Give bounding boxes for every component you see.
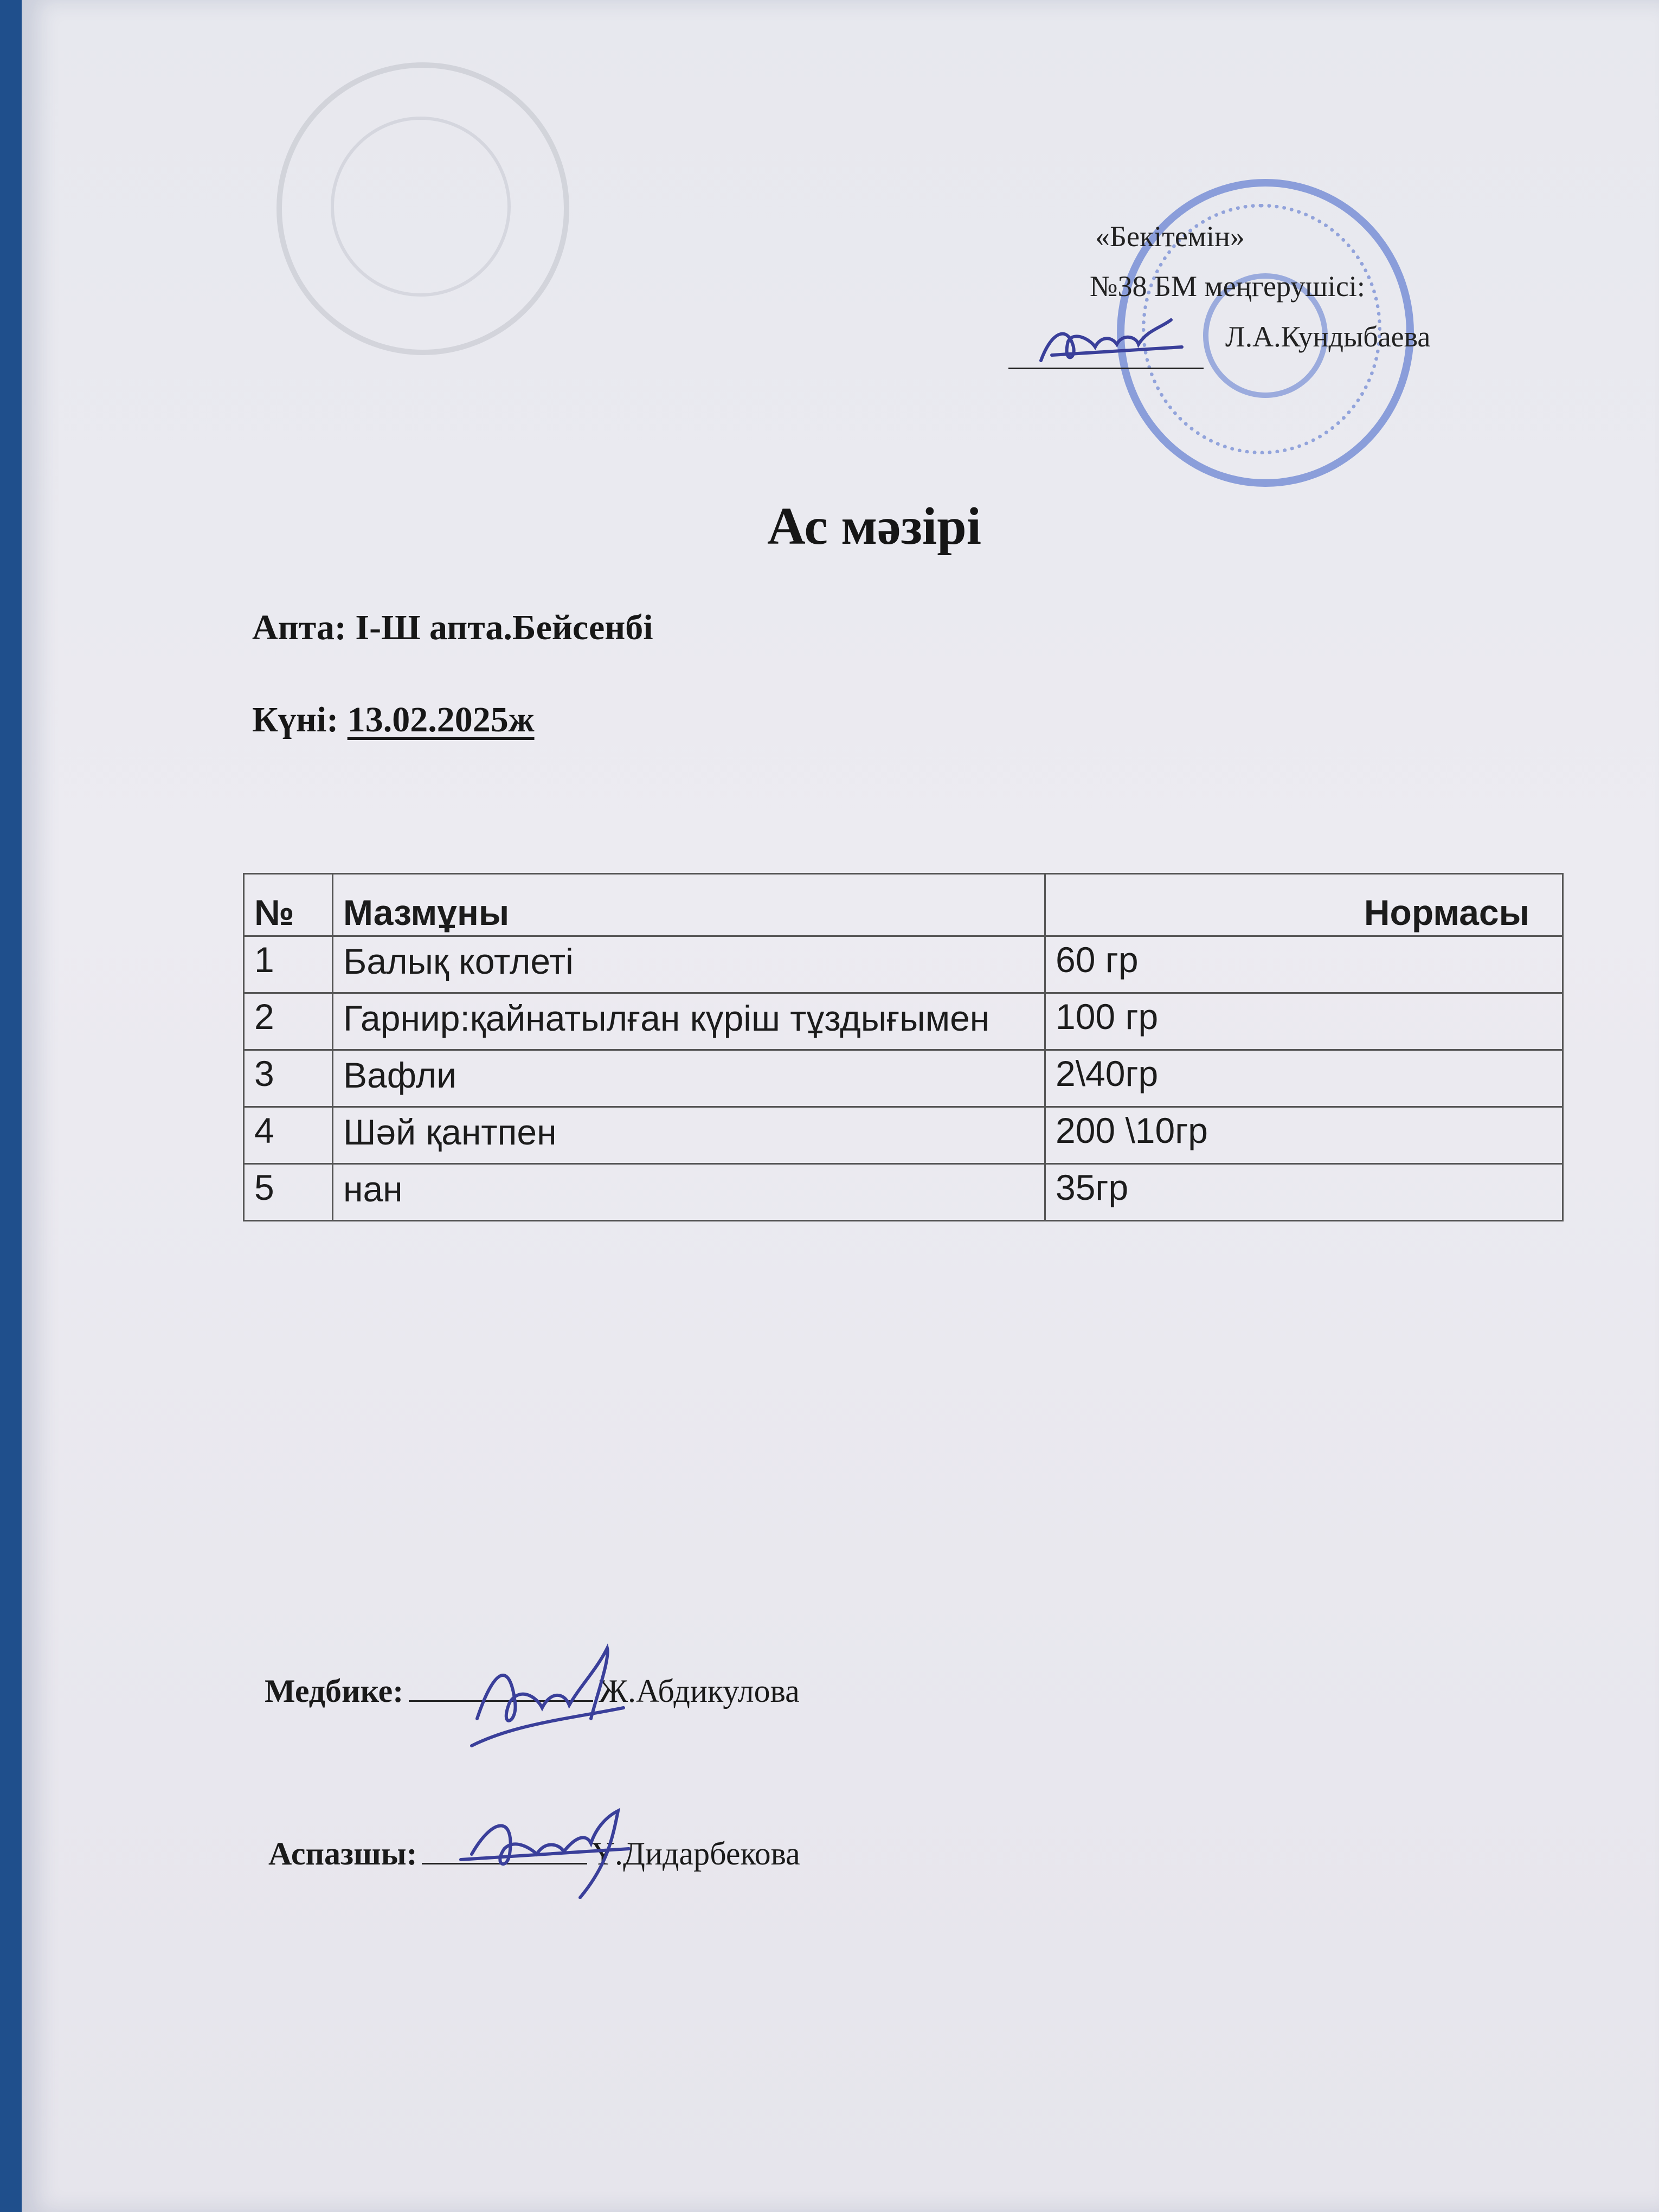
header-norm: Нормасы	[1045, 874, 1563, 936]
table-row	[244, 936, 1563, 993]
header-content: Мазмұны	[333, 874, 1045, 936]
row-norm: 200 \10гр	[1045, 1107, 1563, 1164]
row-number: 3	[244, 1050, 333, 1107]
date-line	[252, 699, 535, 741]
nurse-name: Ж.Абдикулова	[599, 1673, 800, 1709]
table-row	[244, 993, 1563, 1050]
row-number: 5	[244, 1164, 333, 1221]
page-title: Ас мәзірі	[767, 497, 981, 556]
nurse-signature-icon	[461, 1637, 634, 1762]
date-label: Күні:	[252, 700, 339, 740]
header-number: №	[244, 874, 333, 936]
row-content: нан	[333, 1164, 1045, 1221]
row-content: Гарнир:қайнатылған күріш тұздығымен	[333, 993, 1045, 1050]
table-header-row	[244, 874, 1563, 936]
row-content: Балық котлеті	[333, 936, 1045, 993]
cook-signature-icon	[455, 1795, 634, 1903]
faded-seal-stamp	[276, 62, 569, 355]
week-label: Апта:	[252, 608, 346, 647]
row-norm: 2\40гр	[1045, 1050, 1563, 1107]
approval-heading: «Бекітемін»	[1095, 220, 1245, 253]
row-number: 2	[244, 993, 333, 1050]
nurse-label: Медбике:	[265, 1673, 404, 1709]
menu-table	[243, 873, 1564, 1221]
row-content: Вафли	[333, 1050, 1045, 1107]
date-value: 13.02.2025ж	[347, 700, 535, 740]
table-row	[244, 1050, 1563, 1107]
approval-position: №38 БМ меңгерушісі:	[1090, 270, 1365, 303]
row-norm: 100 гр	[1045, 993, 1563, 1050]
approval-signer-name: Л.А.Кундыбаева	[1225, 320, 1431, 353]
row-norm: 60 гр	[1045, 936, 1563, 993]
table-row	[244, 1107, 1563, 1164]
week-value: І-Ш апта.Бейсенбі	[355, 608, 653, 647]
table-row	[244, 1164, 1563, 1221]
cook-label: Аспазшы:	[268, 1836, 417, 1872]
cook-name: Ү.Дидарбекова	[591, 1836, 800, 1872]
week-line	[252, 607, 653, 648]
director-signature-icon	[1030, 309, 1193, 374]
row-content: Шәй қантпен	[333, 1107, 1045, 1164]
row-norm: 35гр	[1045, 1164, 1563, 1221]
row-number: 1	[244, 936, 333, 993]
row-number: 4	[244, 1107, 333, 1164]
